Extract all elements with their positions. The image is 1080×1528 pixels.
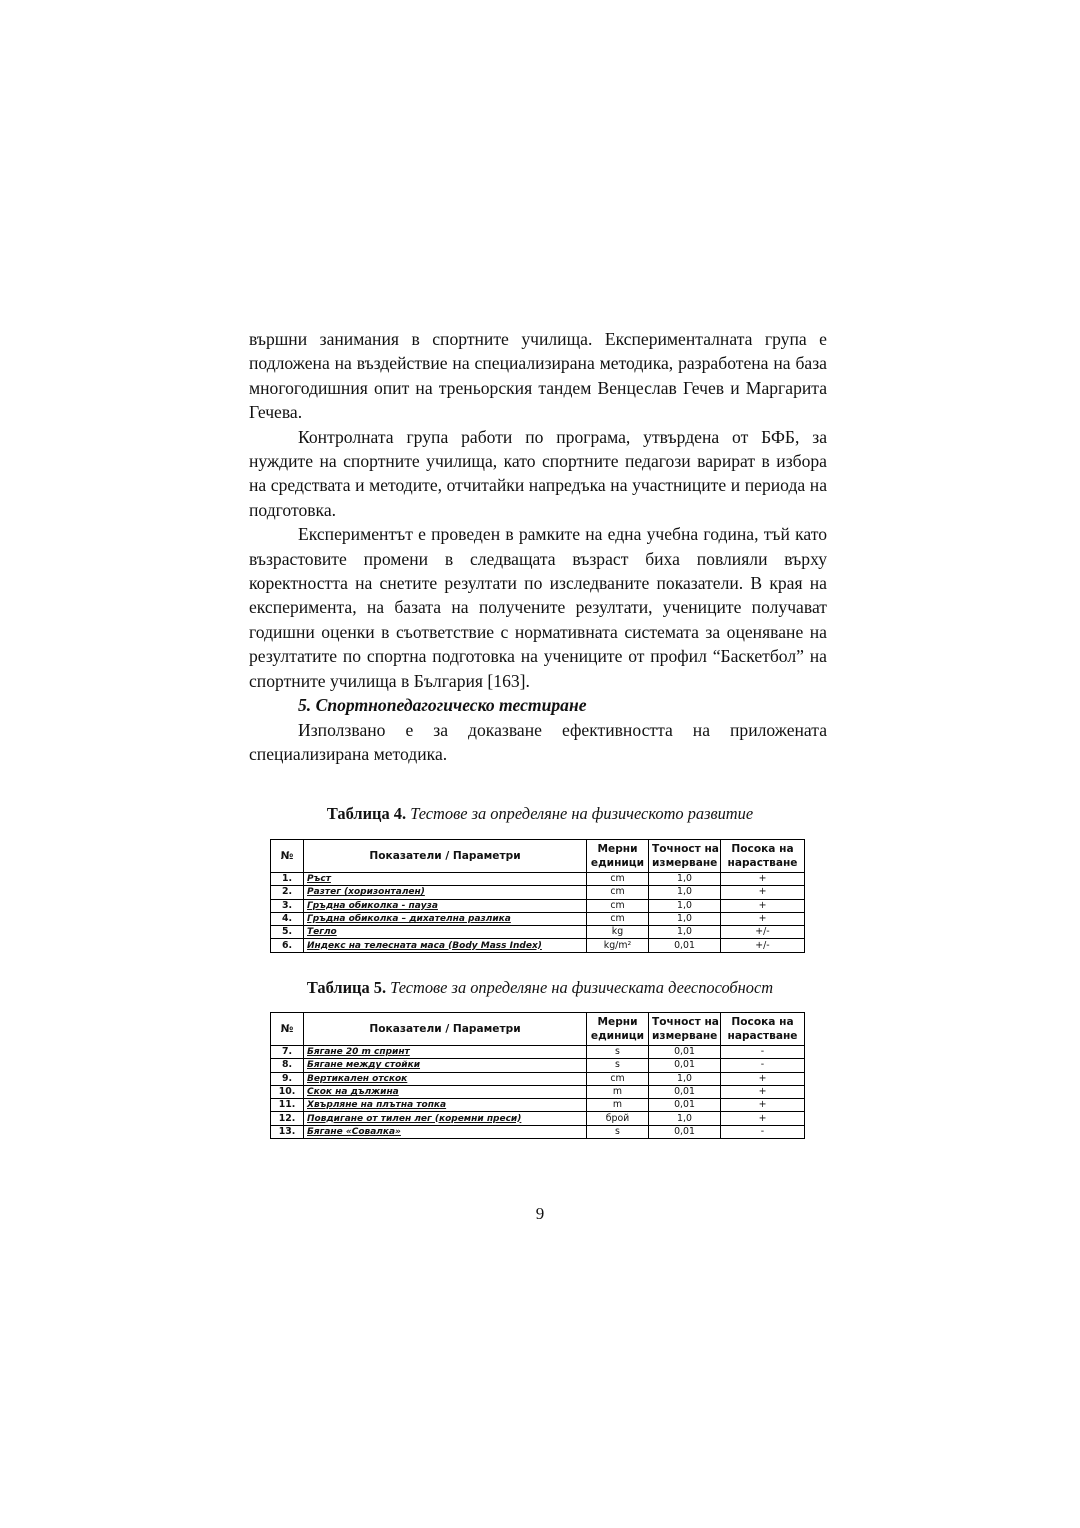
row-number: 12. <box>271 1112 304 1125</box>
header-direction <box>721 840 805 873</box>
table5-caption-label: Таблица 5. <box>306 978 387 997</box>
table5-caption <box>0 978 1080 998</box>
table-row <box>271 1072 805 1085</box>
header-direction-line1: Посока на <box>731 1016 794 1028</box>
row-direction: - <box>721 1059 805 1072</box>
row-number: 11. <box>271 1099 304 1112</box>
table-row <box>271 1085 805 1098</box>
table-row <box>271 939 805 952</box>
row-parameter: Разтег (хоризонтален) <box>304 886 587 899</box>
row-unit: cm <box>587 873 649 886</box>
table4-header-row <box>271 840 805 873</box>
table-row <box>271 1112 805 1125</box>
row-precision: 1,0 <box>649 899 721 912</box>
header-precision-line2: измерване <box>652 1030 718 1042</box>
header-direction-line2: нарастване <box>727 857 798 869</box>
row-direction: + <box>721 1085 805 1098</box>
row-number: 13. <box>271 1125 304 1138</box>
header-units <box>587 840 649 873</box>
row-number: 2. <box>271 886 304 899</box>
row-number: 9. <box>271 1072 304 1085</box>
table4 <box>270 839 805 953</box>
section-heading: 5. Спортнопедагогическо тестиране <box>298 695 587 716</box>
row-unit: kg <box>587 926 649 939</box>
row-parameter: Вертикален отскок <box>304 1072 587 1085</box>
table-row <box>271 873 805 886</box>
table-row <box>271 1059 805 1072</box>
row-number: 4. <box>271 912 304 925</box>
row-direction: + <box>721 1112 805 1125</box>
row-unit: s <box>587 1046 649 1059</box>
paragraph-1: вършни занимания в спортните училища. Експерименталната група е подложена на въздействие на специализирана методика, разработена на база многогодишния опит на треньорския тандем Венцеслав Гечев и Маргарита Гечева. <box>249 329 827 423</box>
table4-caption-label: Таблица 4. <box>326 804 407 823</box>
row-precision: 1,0 <box>649 1112 721 1125</box>
table-row <box>271 1046 805 1059</box>
row-direction: - <box>721 1046 805 1059</box>
row-precision: 0,01 <box>649 1046 721 1059</box>
row-parameter: Гръдна обиколка – дихателна разлика <box>304 912 587 925</box>
row-unit: cm <box>587 886 649 899</box>
row-number: 8. <box>271 1059 304 1072</box>
row-direction: + <box>721 899 805 912</box>
table5-caption-title: Тестове за определяне на физическата дееспособност <box>390 978 774 997</box>
row-number: 1. <box>271 873 304 886</box>
paragraph-4: Използвано е за доказване ефективността на приложената специализирана методика. <box>249 719 827 764</box>
header-precision-line1: Точност на <box>652 843 719 855</box>
row-parameter: Хвърляне на плътна топка <box>304 1099 587 1112</box>
table-row <box>271 1125 805 1138</box>
header-units-line1: Мерни <box>597 843 638 855</box>
header-parameters: Показатели / Параметри <box>304 1013 587 1046</box>
row-direction: + <box>721 1072 805 1085</box>
table5 <box>270 1012 805 1139</box>
table5-header-row <box>271 1013 805 1046</box>
header-number: № <box>271 840 304 873</box>
row-direction: +/- <box>721 939 805 952</box>
header-precision-line1: Точност на <box>652 1016 719 1028</box>
row-number: 3. <box>271 899 304 912</box>
row-parameter: Бягане 20 m спринт <box>304 1046 587 1059</box>
paragraph-3: Експериментът е проведен в рамките на една учебна година, тъй като възрастовите промени в следващата възраст биха повлияли върху коректността на снетите резултати по изследваните показатели. В края на експеримента, на базата на получените резултати, учениците получават годишни оценки в съответствие с нормативната системата за оценяване на резултатите по спортна подготовка на учениците от профил “Баскетбол” на спортните училища в България [163]. <box>249 524 827 691</box>
row-number: 10. <box>271 1085 304 1098</box>
header-precision <box>649 840 721 873</box>
row-precision: 0,01 <box>649 1099 721 1112</box>
row-unit: kg/m² <box>587 939 649 952</box>
row-precision: 1,0 <box>649 912 721 925</box>
row-parameter: Индекс на телесната маса (Body Mass Index) <box>304 939 587 952</box>
row-parameter: Бягане «Совалка» <box>304 1125 587 1138</box>
row-precision: 1,0 <box>649 886 721 899</box>
page-number: 9 <box>535 1204 545 1223</box>
table-row <box>271 899 805 912</box>
row-precision: 0,01 <box>649 1085 721 1098</box>
row-unit: cm <box>587 899 649 912</box>
row-number: 7. <box>271 1046 304 1059</box>
row-precision: 1,0 <box>649 873 721 886</box>
table-row <box>271 886 805 899</box>
row-direction: + <box>721 873 805 886</box>
body-text <box>249 327 827 766</box>
row-number: 6. <box>271 939 304 952</box>
row-direction: + <box>721 886 805 899</box>
row-parameter: Тегло <box>304 926 587 939</box>
row-number: 5. <box>271 926 304 939</box>
row-unit: m <box>587 1099 649 1112</box>
header-direction <box>721 1013 805 1046</box>
row-precision: 1,0 <box>649 1072 721 1085</box>
row-unit: s <box>587 1059 649 1072</box>
row-unit: s <box>587 1125 649 1138</box>
header-precision-line2: измерване <box>652 857 718 869</box>
table-row <box>271 1099 805 1112</box>
header-parameters: Показатели / Параметри <box>304 840 587 873</box>
table4-caption-title: Тестове за определяне на физическото развитие <box>410 804 754 823</box>
paragraph-2: Контролната група работи по програма, утвърдена от БФБ, за нуждите на спортните училища, като спортните педагози варират в избора на средствата и методите, отчитайки напредъка на участниците и периода на подготовка. <box>249 426 827 520</box>
row-unit: cm <box>587 912 649 925</box>
row-unit: cm <box>587 1072 649 1085</box>
row-precision: 0,01 <box>649 939 721 952</box>
row-direction: +/- <box>721 926 805 939</box>
row-precision: 1,0 <box>649 926 721 939</box>
row-unit: брой <box>587 1112 649 1125</box>
row-direction: + <box>721 1099 805 1112</box>
row-parameter: Ръст <box>304 873 587 886</box>
row-direction: + <box>721 912 805 925</box>
row-precision: 0,01 <box>649 1059 721 1072</box>
row-precision: 0,01 <box>649 1125 721 1138</box>
header-units <box>587 1013 649 1046</box>
row-unit: m <box>587 1085 649 1098</box>
table4-caption <box>0 804 1080 824</box>
row-direction: - <box>721 1125 805 1138</box>
header-precision <box>649 1013 721 1046</box>
table-row <box>271 912 805 925</box>
header-units-line2: единици <box>590 1030 645 1042</box>
row-parameter: Скок на дължина <box>304 1085 587 1098</box>
header-number: № <box>271 1013 304 1046</box>
header-units-line2: единици <box>590 857 645 869</box>
header-units-line1: Мерни <box>597 1016 638 1028</box>
header-direction-line2: нарастване <box>727 1030 798 1042</box>
table-row <box>271 926 805 939</box>
row-parameter: Гръдна обиколка - пауза <box>304 899 587 912</box>
row-parameter: Бягане между стойки <box>304 1059 587 1072</box>
row-parameter: Повдигане от тилен лег (коремни преси) <box>304 1112 587 1125</box>
header-direction-line1: Посока на <box>731 843 794 855</box>
